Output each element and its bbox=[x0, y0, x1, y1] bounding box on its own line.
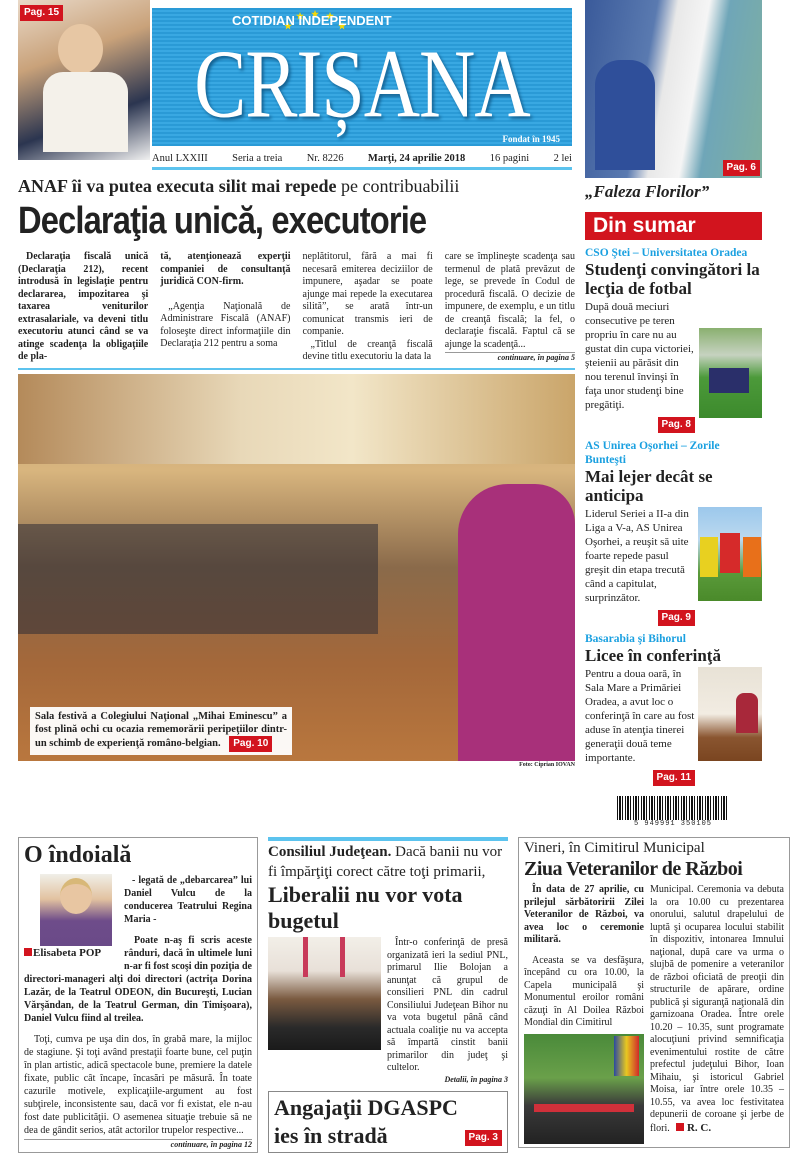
issue-number: Nr. 8226 bbox=[306, 153, 344, 164]
author-photo bbox=[40, 874, 112, 946]
council-section bbox=[268, 837, 508, 1153]
veterans-lead: În data de 27 aprilie, cu prilejul sărbătoririi Zilei Veteranilor de Război, va avea loc o ceremonie militară. bbox=[524, 884, 644, 945]
summary-headline[interactable]: Studenţi convingători la lecţia de fotbal bbox=[585, 260, 760, 298]
founded-note: Fondat în 1945 bbox=[502, 134, 560, 144]
header-row bbox=[18, 0, 575, 160]
dgaspc-headline[interactable]: Angajaţii DGASPC ies în stradă bbox=[274, 1094, 458, 1148]
council-kicker bbox=[268, 842, 508, 882]
masthead bbox=[152, 8, 572, 146]
issue-date: Marţi, 24 aprilie 2018 bbox=[367, 153, 466, 164]
opinion-box bbox=[18, 837, 258, 1153]
photo-caption: Sala festivă a Colegiului Naţional „Mihai Eminescu” a fost plină ochi cu ocazia rememorării peripeţiilor dintr-un schimb de experienţă româno-belgian. bbox=[35, 710, 287, 749]
issue-info bbox=[152, 152, 572, 165]
masthead-subtitle: COTIDIAN INDEPENDENT bbox=[232, 13, 392, 28]
veterans-headline[interactable]: Ziua Veteranilor de Război bbox=[524, 858, 743, 880]
page-ref-badge[interactable]: Pag. 9 bbox=[658, 610, 695, 626]
divider bbox=[18, 368, 575, 370]
council-headline[interactable]: Liberalii nu vor vota bugetul bbox=[268, 882, 463, 933]
photo-credit: Foto: Ciprian IOVAN bbox=[519, 761, 575, 768]
continue-link[interactable]: continuare, în pagina 12 bbox=[24, 1139, 252, 1150]
photo-caption: „Faleza Florilor” bbox=[585, 182, 710, 201]
veterans-p2: Municipal. Ceremonia va debuta la ora 10.00 cu prezentarea onorului, salutul drapelului de luptă şi ocuparea locului stabilit în dispozitiv, intonarea Imnului naţional, după care va urma o slujbă de pomenire a veteranilor de război oficiată de preoţii din structurile de apărare, ordine publică şi siguranţă naţională din garnizoana Oradea. Între orele 10.20 – 10.35, sunt programate alocuţiuni privind semnificaţia evenimentului rostite de către prefectul judeţului Bihor, Ioan Mihaiu, şi istoricul Gabriel Moisa, iar între orele 10.35 – 10.55, va avea loc festivitatea depunerii de coroane şi jerbe de flori. bbox=[650, 884, 784, 1134]
main-column bbox=[18, 0, 575, 829]
page-ref-badge[interactable]: Pag. 3 bbox=[465, 1130, 502, 1146]
continue-link[interactable]: continuare, în pagina 5 bbox=[445, 352, 575, 363]
dgaspc-box bbox=[268, 1091, 508, 1153]
photo-caption-box bbox=[30, 707, 292, 755]
issue-series: Seria a treia bbox=[232, 153, 283, 164]
signature-text: R. C. bbox=[686, 1121, 712, 1134]
football-photo bbox=[699, 328, 762, 418]
summary-item[interactable] bbox=[585, 246, 762, 433]
issue-pages: 16 pagini bbox=[489, 153, 530, 164]
opinion-p1-text: Poate n-aş fi scris aceste rânduri, dacă în ultimele luni n-ar fi fost scoşi din poziţia de directori-manageri alţi doi directori (actriţa Dorina Lazăr, de la Teatrul ODEON, din Bucureşti, Lucian Vărşăndan, de la Teatrul German, din Timişoara), Daniel Vulcu fiind al treilea. bbox=[24, 935, 252, 1024]
lead-col3a: neplătitorul, fără a mai fi necesară emiterea deciziilor de impunere, aşadar se poate ajunge mai repede la executarea silită”, se arată într-un comunicat transmis ieri de companie. bbox=[302, 251, 433, 337]
barcode-digits: 5 949991 350105 bbox=[633, 820, 712, 828]
signature bbox=[676, 1122, 711, 1134]
summary-heading: Din sumar bbox=[585, 212, 762, 240]
lead-kicker bbox=[18, 176, 575, 197]
square-bullet-icon bbox=[24, 948, 32, 956]
author-byline bbox=[24, 946, 118, 960]
lead-headline[interactable]: Declaraţia unică, executorie bbox=[18, 200, 427, 242]
summary-headline[interactable]: Mai lejer decât se anticipa bbox=[585, 467, 713, 505]
veterans-kicker: Vineri, în Cimitirul Municipal bbox=[524, 840, 705, 856]
fashion-photo bbox=[18, 0, 150, 160]
summary-text: După două meciuri consecutive pe teren propriu în care nu au gustat din cupa victoriei, şteienii au părăsit din nou terenul învinşi în faţa unor studenţi bine pregătiţi. bbox=[585, 301, 694, 411]
issue-price: 2 lei bbox=[553, 153, 572, 164]
lead-col2a: tă, atenţionează experţii companiei de consultanţă juridică CON-firm. bbox=[160, 251, 291, 287]
summary-kicker: CSO Ştei – Universitatea Oradea bbox=[585, 247, 748, 259]
barcode bbox=[617, 796, 729, 820]
summary-text: Liderul Seriei a II-a din Liga a V-a, AS Unirea Oşorhei, a reuşit să uite foarte repede pasul greşit din etapa trecută când a capitulat, surprinzător. bbox=[585, 508, 689, 604]
conference-photo bbox=[698, 667, 762, 761]
summary-headline[interactable]: Licee în conferinţă bbox=[585, 646, 721, 665]
promenade-photo bbox=[585, 0, 762, 178]
author-block bbox=[24, 874, 118, 960]
sidebar bbox=[585, 0, 762, 829]
page-ref-badge[interactable]: Pag. 15 bbox=[20, 5, 63, 21]
summary-kicker: AS Unirea Oşorhei – Zorile Bunteşti bbox=[585, 440, 720, 466]
page-ref-badge[interactable]: Pag. 11 bbox=[653, 770, 695, 786]
summary-kicker: Basarabia şi Bihorul bbox=[585, 633, 686, 645]
barcode-block bbox=[617, 796, 729, 829]
veterans-p1: Aceasta se va desfăşura, începând cu ora 10.00, la Capela municipală şi Monumentul eroilor români căzuţi în Al Doilea Război Mondial din Cimitirul bbox=[524, 954, 644, 1028]
lead-col1: Declaraţia fiscală unică (Declaraţia 212), recent introdusă în legislaţie pentru declararea, impozitarea şi taxarea veniturilor extrasalariale, va deveni titlu executoriu atunci când se va atinge scadenţa la obligaţiile de pla- bbox=[18, 251, 149, 362]
choir-photo bbox=[524, 1034, 644, 1144]
opinion-p2: Toţi, cumva pe uşa din dos, în grabă mare, la mijloc de stagiune. Şi toţi având prestaţii foarte bune, cel puţin în plan artistic, adică spectacole bune, premiere la datele fixate, public cât încape, încasări pe măsură. În toate cazurile motivele, explicaţiile-argument au fost subţirele, inconsistente sau, dacă vor fi existat, ele n-au fost date publicităţii. O asemenea situaţie trebuie să ne dea de gândit serios, atât actorilor trupelor respective... bbox=[24, 1034, 252, 1136]
veterans-box bbox=[518, 837, 790, 1148]
kicker-rest: pe contribuabilii bbox=[336, 176, 460, 196]
page-ref-badge[interactable]: Pag. 6 bbox=[723, 160, 760, 176]
lead-col2b: „Agenţia Naţională de Administrare Fiscală (ANAF) foloseşte direct informaţiile din Declaraţia 212 pentru a soma bbox=[160, 300, 291, 349]
opinion-title[interactable]: O îndoială bbox=[24, 842, 132, 868]
author-name: Elisabeta POP bbox=[33, 947, 102, 959]
main-photo bbox=[18, 374, 575, 761]
referee-photo bbox=[698, 507, 762, 601]
summary-item[interactable] bbox=[585, 439, 762, 626]
divider bbox=[268, 837, 508, 841]
kicker-bold: Consiliul Judeţean. bbox=[268, 844, 392, 860]
masthead-title: CRIȘANA bbox=[194, 29, 530, 138]
lead-col3b: „Titlul de creanţă fiscală devine titlu executoriu la data la bbox=[302, 338, 433, 362]
opinion-lead: - legată de „debarcarea” lui Daniel Vulcu de la conducerea Teatrului Regina Maria - bbox=[124, 875, 252, 925]
summary-text: Pentru a doua oară, în Sala Mare a Primăriei Oradea, a avut loc o conferinţă în care au fost aduse în atenţia tinerei generaţii două teme importante. bbox=[585, 668, 695, 764]
square-bullet-icon bbox=[676, 1123, 684, 1131]
page-ref-badge[interactable]: Pag. 8 bbox=[658, 417, 695, 433]
details-link[interactable]: Detalii, în pagina 3 bbox=[444, 1074, 508, 1084]
bottom-row bbox=[0, 837, 800, 1157]
council-text: Într-o conferinţă de presă organizată ieri la sediul PNL, primarul Ilie Bolojan a anunţat că grupul de consilieri PNL din cadrul Consiliului Judeţean Bihor nu va vota bugetul până când actuala coaliţie nu va accepta să împartă cinstit banii primarilor din judeţ şi cultelor. bbox=[387, 937, 508, 1073]
kicker-rest: Dacă banii nu vor fi împărţiţi corect către toţi primarii, bbox=[268, 844, 503, 880]
council-photo bbox=[268, 937, 381, 1050]
issue-year: Anul LXXIII bbox=[152, 153, 208, 164]
summary-item[interactable] bbox=[585, 632, 762, 786]
kicker-bold: ANAF îi va putea executa silit mai repede bbox=[18, 176, 337, 196]
lead-article bbox=[18, 251, 575, 364]
lead-col4: care se împlineşte scadenţa sau termenul de plată prevăzut de lege, se prevede în Codul de procedură fiscală. O decizie de impunere, de exemplu, e un titlu de creanţă fiscală; la fel, o declaraţie fiscală. Faptul că se ajunge la scadenţă... bbox=[444, 251, 575, 350]
divider bbox=[152, 167, 572, 170]
veterans-p2-block bbox=[650, 884, 784, 1144]
page-ref-badge[interactable]: Pag. 10 bbox=[229, 736, 272, 752]
